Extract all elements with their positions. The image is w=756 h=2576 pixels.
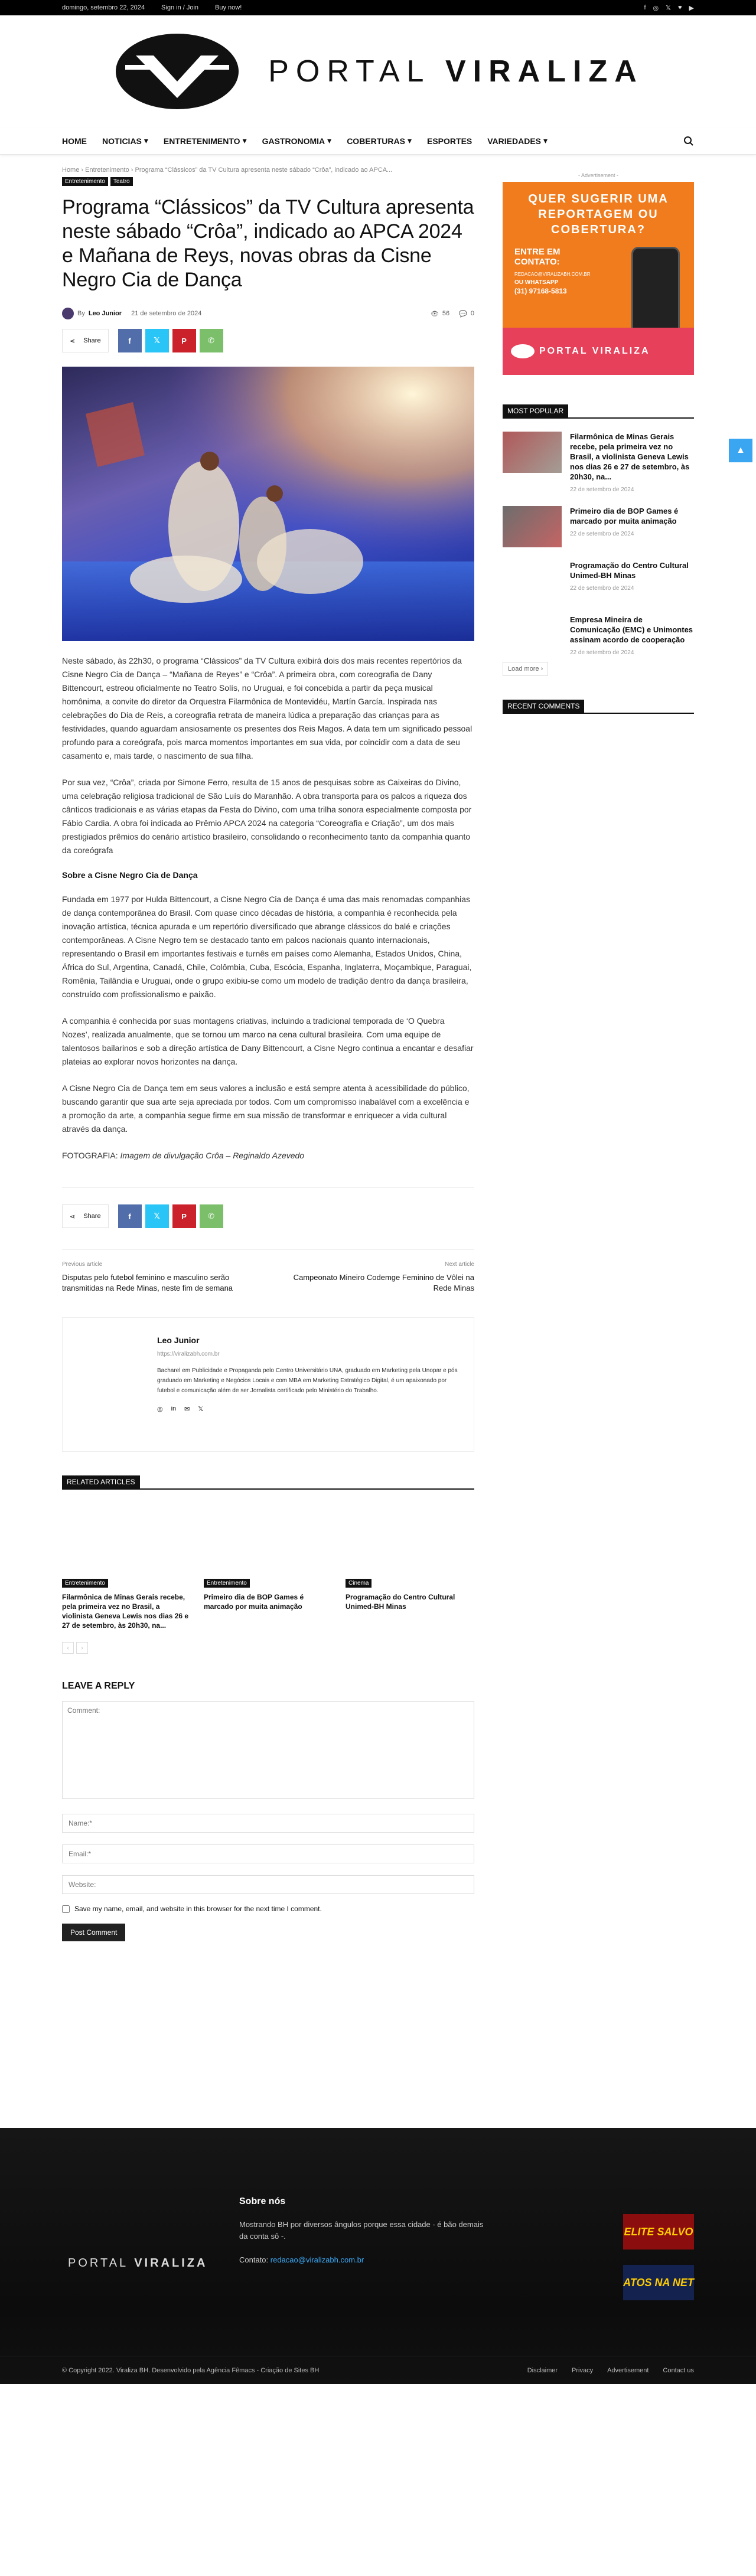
- nav-label: NOTICIAS: [102, 136, 142, 146]
- related-title[interactable]: Programação do Centro Cultural Unimed-BH Minas: [346, 1593, 455, 1611]
- nav-label: ENTRETENIMENTO: [163, 136, 240, 146]
- twitter-icon[interactable]: 𝕏: [666, 4, 671, 12]
- popular-item[interactable]: [503, 615, 694, 656]
- twitter-icon[interactable]: 𝕏: [198, 1406, 204, 1413]
- scroll-to-top-button[interactable]: [729, 439, 752, 462]
- brand-wordmark: [268, 54, 644, 89]
- popular-item[interactable]: [503, 506, 694, 547]
- share-icon: ⋖: [70, 1213, 76, 1220]
- nav-label: GASTRONOMIA: [262, 136, 325, 146]
- popular-item[interactable]: [503, 560, 694, 602]
- related-title[interactable]: Primeiro dia de BOP Games é marcado por muita animação: [204, 1593, 304, 1611]
- instagram-icon[interactable]: ◎: [157, 1406, 163, 1413]
- website-field[interactable]: [62, 1875, 474, 1894]
- email-field[interactable]: [62, 1844, 474, 1863]
- chevron-down-icon: ▾: [144, 136, 148, 145]
- comment-textarea[interactable]: [62, 1701, 474, 1799]
- share-pinterest-button[interactable]: P: [172, 329, 196, 352]
- nav-variedades[interactable]: [487, 136, 548, 146]
- article-paragraph-4: A companhia é conhecida por suas montagens criativas, incluindo a tradicional temporada de ‘O Quebra Nozes’, realizada anualmente, que se tornou um marco na cena cultural brasileira. Com uma equipe de talentosos bailarinos e sob a direção artística de Dany Bittencourt, a Cisne Negro continua a encantar e desafiar plateias ao explorar novos horizontes na dança.: [62, 1016, 474, 1066]
- name-field[interactable]: [62, 1814, 474, 1833]
- share-twitter-button[interactable]: 𝕏: [145, 1204, 169, 1228]
- author-name[interactable]: Leo Junior: [88, 310, 122, 317]
- next-label: Next article: [444, 1261, 474, 1268]
- eye-icon: 👁: [430, 310, 439, 318]
- atos-na-net-badge[interactable]: ATOS NA NET: [623, 2265, 694, 2300]
- recent-comments-heading-text: RECENT COMMENTS: [503, 700, 584, 713]
- elite-salvo-badge[interactable]: ELITE SALVO: [623, 2214, 694, 2249]
- related-thumbnail[interactable]: [204, 1499, 331, 1588]
- nav-gastronomia[interactable]: [262, 136, 332, 146]
- author-avatar[interactable]: [62, 308, 74, 319]
- article-paragraph-2: Por sua vez, “Crôa”, criada por Simone Ferro, resulta de 15 anos de pesquisas sobre as Caixeiras do Divino, uma celebração religiosa tradicional de São Luís do Maranhão. A obra transporta para os palcos a riqueza dos cânticos tradicionais e as várias etapas da Festa do Divino, com uma trilha sonora especialmente composta por Fábio Cardia. A obra foi indicada ao Prêmio APCA 2024 na categoria “Coreografia e Criação”, um dos mais prestigiados prêmios do cenário artístico brasileiro, consolidando o reconhecimento tanto da companhia quanto da coreógrafa: [62, 778, 472, 855]
- comment-form: [62, 1681, 474, 1941]
- popular-thumbnail[interactable]: [503, 560, 562, 602]
- arrow-up-icon: ▲: [736, 445, 745, 455]
- popular-title[interactable]: Primeiro dia de BOP Games é marcado por muita animação: [570, 507, 679, 525]
- ad-phone: (31) 97168-5813: [514, 287, 567, 295]
- author-bio: Bacharel em Publicidade e Propaganda pelo Centro Universitário UNA, graduado em Marketing pela Unopar e pós graduado em Marketing e Negócios Locais e com MBA em Marketing Estratégico Digital, é um apaixonado por futebol e comunicação além de ser Jornalista certificado pelo Ministério do Trabalho.: [157, 1367, 458, 1394]
- related-category[interactable]: Entretenimento: [62, 1579, 108, 1588]
- buy-link[interactable]: Buy now!: [215, 4, 242, 11]
- nav-label: ESPORTES: [427, 136, 472, 146]
- footer-brand-part-2: VIRALIZA: [134, 2256, 208, 2270]
- related-articles: [62, 1499, 474, 1630]
- related-item[interactable]: [204, 1499, 331, 1630]
- related-heading: [62, 1475, 474, 1490]
- advertisement-banner[interactable]: [503, 182, 694, 375]
- prev-page-button[interactable]: ‹: [62, 1642, 74, 1654]
- search-icon[interactable]: [683, 136, 694, 146]
- tag-entretenimento[interactable]: Entretenimento: [62, 177, 108, 186]
- author-box-name[interactable]: Leo Junior: [157, 1336, 200, 1345]
- nav-coberturas[interactable]: [347, 136, 412, 146]
- prev-label: Previous article: [62, 1261, 103, 1268]
- next-title: Campeonato Mineiro Codemge Feminino de Vôlei na Rede Minas: [293, 1273, 474, 1292]
- share-facebook-button[interactable]: f: [118, 1204, 142, 1228]
- article-subheading: Sobre a Cisne Negro Cia de Dança: [62, 870, 198, 880]
- share-bar-top: [62, 329, 474, 352]
- mail-icon[interactable]: ✉: [184, 1406, 190, 1413]
- related-item[interactable]: [62, 1499, 190, 1630]
- popular-date: 22 de setembro de 2024: [570, 487, 634, 493]
- footer-about-text: Mostrando BH por diversos ângulos porque essa cidade - é bão demais da conta sô -.: [239, 2220, 484, 2241]
- ad-label: - Advertisement -: [578, 172, 619, 178]
- tag-teatro[interactable]: Teatro: [110, 177, 133, 186]
- viraliza-logo-icon: [511, 344, 535, 358]
- footer-link-privacy[interactable]: Privacy: [572, 2366, 594, 2374]
- save-info-checkbox[interactable]: [62, 1905, 474, 1913]
- share-pinterest-button[interactable]: P: [172, 1204, 196, 1228]
- load-more-button[interactable]: Load more ›: [503, 662, 548, 676]
- popular-date: 22 de setembro de 2024: [570, 531, 634, 537]
- reply-heading: LEAVE A REPLY: [62, 1681, 135, 1691]
- brand-name-part-1: PORTAL: [268, 54, 445, 89]
- comment-icon[interactable]: 💬: [459, 310, 467, 318]
- popular-heading: [503, 404, 694, 419]
- related-category[interactable]: Entretenimento: [204, 1579, 250, 1588]
- prev-next-nav: [62, 1249, 474, 1294]
- brand-name-part-2: VIRALIZA: [445, 54, 644, 89]
- comment-count[interactable]: 0: [470, 310, 474, 317]
- copyright-bar: [0, 2356, 756, 2384]
- share-icon: ⋖: [70, 337, 76, 345]
- save-info-label: Save my name, email, and website in this browser for the next time I comment.: [74, 1905, 322, 1913]
- popular-thumbnail[interactable]: [503, 615, 562, 656]
- instagram-icon[interactable]: ◎: [653, 4, 659, 12]
- footer-contact: [239, 2254, 487, 2266]
- youtube-icon[interactable]: ▶: [689, 4, 694, 12]
- popular-thumbnail[interactable]: [503, 432, 562, 473]
- article-hero-image: [62, 367, 474, 641]
- share-text: Share: [83, 1213, 101, 1220]
- share-whatsapp-button[interactable]: ✆: [200, 1204, 223, 1228]
- article: [62, 155, 474, 1941]
- related-title[interactable]: Filarmônica de Minas Gerais recebe, pela primeira vez no Brasil, a violinista Geneva Lewis nos dias 26 e 27 de setembro, às 20h30, na...: [62, 1593, 189, 1630]
- prev-title: Disputas pelo futebol feminino e masculino serão transmitidas na Rede Minas, neste fim de semana: [62, 1273, 233, 1292]
- main-nav: [0, 128, 756, 155]
- footer-contact-label: Contato:: [239, 2255, 269, 2264]
- chevron-down-icon: ▾: [327, 136, 332, 145]
- popular-heading-text: MOST POPULAR: [503, 404, 568, 417]
- top-bar: [0, 0, 756, 15]
- popular-title[interactable]: Programação do Centro Cultural Unimed-BH Minas: [570, 561, 689, 580]
- chevron-down-icon: ▾: [407, 136, 412, 145]
- next-article-link[interactable]: [285, 1259, 474, 1294]
- article-paragraph-1: Neste sábado, às 22h30, o programa “Clássicos” da TV Cultura exibirá dois dos mais recentes repertórios da Cisne Negro Cia de Dança – “Mañana de Reyes” e “Crôa”. A primeira obra, com coreografia de Dany Bittencourt, estreou oficialmente no Teatro Solís, no Uruguai, e foi concebida a partir da peça musical homônima, a convite do diretor da Orquestra Filarmônica de Montevidéu, Martín García. Inspirada nas celebrações do Dia de Reis, a coreografia retrata de maneira lúdica a preparação das crianças para as festividades, quando aguardam ansiosamente os presentes dos Reis Magos. A data tem um significado pessoal profundo para a coreógrafa, pois marca momentos importantes em sua vida, por coincidir com a data de seu casamento e, mais tarde, o nascimento de sua filha.: [62, 656, 472, 760]
- breadcrumb[interactable]: Home › Entretenimento › Programa “Clássicos” da TV Cultura apresenta neste sábado “Crôa”, indicado ao APCA...: [62, 166, 393, 174]
- popular-title[interactable]: Filarmônica de Minas Gerais recebe, pela primeira vez no Brasil, a violinista Geneva Lewis nos dias 26 e 27 de setembro, às 20h30, na...: [570, 432, 690, 481]
- nav-home[interactable]: [62, 136, 87, 146]
- footer-contact-email[interactable]: redacao@viralizabh.com.br: [270, 2255, 364, 2264]
- by-label: By: [77, 310, 85, 317]
- footer-about-heading: Sobre nós: [239, 2196, 286, 2206]
- heart-icon[interactable]: ♥: [678, 4, 682, 11]
- signin-link[interactable]: Sign in / Join: [161, 4, 199, 11]
- post-comment-button[interactable]: Post Comment: [62, 1924, 125, 1941]
- divider: [62, 1187, 474, 1188]
- linkedin-icon[interactable]: in: [171, 1405, 177, 1412]
- photo-credit: [62, 1149, 474, 1163]
- next-page-button[interactable]: ›: [76, 1642, 88, 1654]
- site-footer: [0, 2128, 756, 2384]
- save-info-checkbox-input[interactable]: [62, 1905, 70, 1913]
- view-count: 56: [442, 310, 450, 317]
- prev-article-link[interactable]: [62, 1259, 251, 1294]
- nav-label: COBERTURAS: [347, 136, 405, 146]
- share-label[interactable]: [62, 1204, 109, 1228]
- footer-link-contact[interactable]: Contact us: [663, 2366, 694, 2374]
- ad-contact-heading: ENTRE EM CONTATO:: [514, 247, 561, 267]
- chevron-down-icon: ▾: [242, 136, 247, 145]
- chevron-down-icon: ▾: [543, 136, 548, 145]
- nav-label: VARIEDADES: [487, 136, 542, 146]
- footer-link-advertisement[interactable]: Advertisement: [607, 2366, 649, 2374]
- phone-illustration: [631, 247, 680, 341]
- copyright-text: © Copyright 2022. Viraliza BH. Desenvolvido pela Agência Fêmacs - Criação de Sites BH: [62, 2366, 320, 2374]
- facebook-icon[interactable]: f: [644, 4, 646, 11]
- popular-item[interactable]: [503, 432, 694, 493]
- nav-noticias[interactable]: [102, 136, 148, 146]
- footer-brand-part-1: PORTAL: [68, 2256, 129, 2270]
- related-thumbnail[interactable]: [62, 1499, 190, 1588]
- ad-email: REDACAO@VIRALIZABH.COM.BR: [514, 272, 591, 277]
- recent-comments-heading: [503, 700, 694, 714]
- article-paragraph-3: Fundada em 1977 por Hulda Bittencourt, a Cisne Negro Cia de Dança é uma das mais renomadas companhias de dança contemporânea do Brasil. Com quase cinco décadas de história, a companhia é reconhecida pela inovação artística, técnica apurada e um repertório diversificado que abrange clássicos do balé e criações contemporâneas. A Cisne Negro tem se destacado tanto em palcos nacionais quanto internacionais, representando o Brasil em importantes festivais e turnês em países como Alemanha, Estados Unidos, China, África do Sul, Argentina, Canadá, Chile, Colômbia, Cuba, Escócia, Espanha, Inglaterra, Moçambique, Paraguai, Romênia, Tailândia e Uruguai, onde o grupo exibiu-se como um modelo de tradição dentro da dança brasileira, construído com profissionalismo e paixão.: [62, 894, 472, 999]
- nav-esportes[interactable]: [427, 136, 472, 146]
- footer-link-disclaimer[interactable]: Disclaimer: [527, 2366, 558, 2374]
- ad-brand: PORTAL VIRALIZA: [539, 346, 650, 356]
- article-paragraph-5: A Cisne Negro Cia de Dança tem em seus valores a inclusão e está sempre atenta à acessibilidade do público, buscando garantir que sua arte seja apreciada por todos. Com um compromisso inabalável com a excelência e a promoção da arte, a companhia segue firme em sua missão de transformar e enriquecer a vida cultural através da dança.: [62, 1083, 470, 1134]
- photo-credit-label: FOTOGRAFIA:: [62, 1151, 118, 1160]
- author-url[interactable]: https://viralizabh.com.br: [157, 1351, 220, 1357]
- related-thumbnail[interactable]: [346, 1499, 473, 1588]
- site-logo[interactable]: [0, 15, 756, 128]
- related-item[interactable]: [346, 1499, 473, 1630]
- ad-whatsapp-label: OU WHATSAPP: [514, 279, 559, 286]
- viraliza-logo-icon: [112, 27, 242, 116]
- share-whatsapp-button[interactable]: ✆: [200, 329, 223, 352]
- popular-date: 22 de setembro de 2024: [570, 649, 634, 656]
- nav-label: HOME: [62, 136, 87, 146]
- related-pager: [62, 1642, 474, 1654]
- current-date: domingo, setembro 22, 2024: [62, 4, 145, 11]
- popular-title[interactable]: Empresa Mineira de Comunicação (EMC) e Unimontes assinam acordo de cooperação: [570, 615, 693, 644]
- post-date: 21 de setembro de 2024: [131, 310, 202, 317]
- dance-photo: [62, 367, 474, 641]
- share-bar-bottom: [62, 1204, 474, 1228]
- footer-logo[interactable]: [62, 2226, 208, 2300]
- ad-footer: [503, 328, 694, 375]
- related-category[interactable]: Cinema: [346, 1579, 372, 1588]
- popular-thumbnail[interactable]: [503, 506, 562, 547]
- article-title: Programa “Clássicos” da TV Cultura apresenta neste sábado “Crôa”, indicado ao APCA 2024 e Mañana de Reys, novas obras da Cisne Negro Cia de Dança: [62, 196, 474, 291]
- photo-credit-text: Imagem de divulgação Crôa – Reginaldo Azevedo: [120, 1151, 305, 1160]
- related-heading-text: RELATED ARTICLES: [62, 1475, 140, 1488]
- share-text: Share: [83, 337, 101, 344]
- author-box: [62, 1317, 474, 1452]
- popular-date: 22 de setembro de 2024: [570, 585, 634, 592]
- share-facebook-button[interactable]: f: [118, 329, 142, 352]
- sidebar: [503, 155, 694, 1941]
- nav-entretenimento[interactable]: [164, 136, 247, 146]
- share-label[interactable]: [62, 329, 109, 352]
- ad-question: QUER SUGERIR UMA REPORTAGEM OU COBERTURA?: [528, 192, 669, 236]
- share-twitter-button[interactable]: 𝕏: [145, 329, 169, 352]
